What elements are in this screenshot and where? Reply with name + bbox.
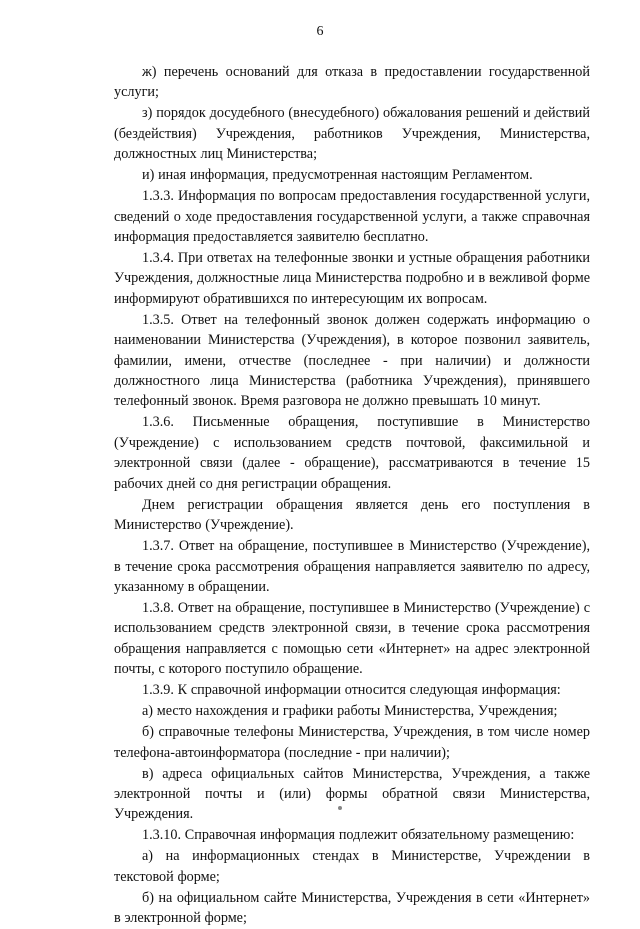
- paragraph: 1.3.9. К справочной информации относится следующая информация:: [142, 682, 561, 699]
- paragraph: 1.3.5. Ответ на телефонный звонок должен содержать информацию о наименовании Министерства (Учреждения), в которое позвонил заявитель, фамилии, имени, отчестве (последнее - при наличии) и должности должностного лица Министерства (работника Учреждения), принявшего телефонный звонок. Время разговора не должно превышать 10 минут.: [114, 311, 590, 410]
- document-body: [114, 62, 590, 929]
- paragraph: а) место нахождения и графики работы Министерства, Учреждения;: [142, 703, 558, 720]
- paragraph: 1.3.7. Ответ на обращение, поступившее в Министерство (Учреждение), в течение срока рассмотрения обращения направляется заявителю по адресу, указанному в обращении.: [114, 538, 590, 595]
- paragraph: в) адреса официальных сайтов Министерства, Учреждения, а также электронной почты и (или) формы обратной связи Министерства, Учреждения.: [114, 765, 590, 823]
- paragraph: Днем регистрации обращения является день его поступления в Министерство (Учреждение).: [114, 496, 590, 534]
- paragraph: 1.3.10. Справочная информация подлежит обязательному размещению:: [142, 827, 575, 844]
- paragraph: 1.3.6. Письменные обращения, поступившие в Министерство (Учреждение) с использованием средств почтовой, факсимильной и электронной связи (далее - обращение), рассматриваются в течение 15 рабочих дней со дня регистрации обращения.: [114, 414, 590, 492]
- paragraph: б) на официальном сайте Министерства, Учреждения в сети «Интернет» в электронной форме;: [114, 889, 590, 927]
- paragraph: 1.3.3. Информация по вопросам предоставления государственной услуги, сведений о ходе предоставления государственной услуги, а также справочная информация предоставляется заявителю бесплатно.: [114, 188, 590, 246]
- paragraph: а) на информационных стендах в Министерстве, Учреждении в текстовой форме;: [114, 848, 590, 885]
- paragraph: и) иная информация, предусмотренная настоящим Регламентом.: [142, 167, 533, 184]
- paragraph: з) порядок досудебного (внесудебного) обжалования решений и действий (бездействия) Учреждения, работников Учреждения, Министерства, должностных лиц Министерства;: [114, 105, 590, 163]
- paragraph: 1.3.4. При ответах на телефонные звонки и устные обращения работники Учреждения, должностные лица Министерства подробно и в вежливой форме информируют обратившихся по интересующим их вопросам.: [114, 250, 590, 307]
- paragraph: б) справочные телефоны Министерства, Учреждения, в том числе номер телефона-автоинформатора (последние - при наличии);: [114, 724, 590, 761]
- paragraph: ж) перечень оснований для отказа в предоставлении государственной услуги;: [114, 64, 590, 101]
- page-number: 6: [316, 24, 324, 39]
- paragraph: 1.3.8. Ответ на обращение, поступившее в Министерство (Учреждение) с использованием средств электронной связи, в течение срока рассмотрения обращения направляется с помощью сети «Интернет» на адрес электронной почты, с которого поступило обращение.: [114, 599, 590, 678]
- scan-mark: [338, 806, 342, 810]
